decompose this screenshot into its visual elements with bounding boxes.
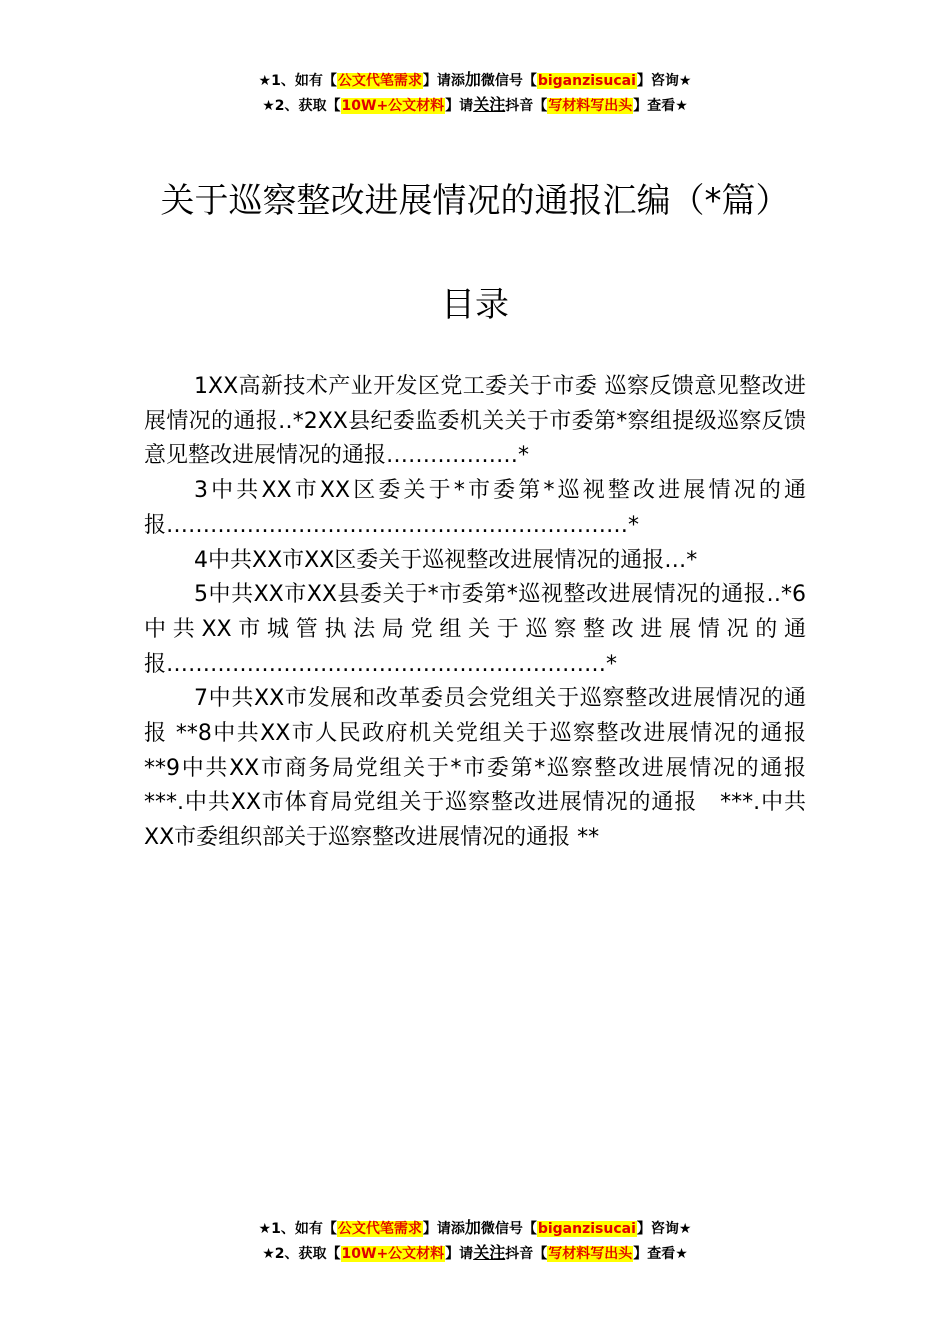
banner-text: 】请 [445,98,474,114]
banner-text: ★1、如有【 [258,1221,337,1237]
document-title: 关于巡察整改进展情况的通报汇编（*篇） [160,181,790,221]
highlight-wechat-id: biganzisucai [537,73,636,89]
banner-emphasis: 关注 [473,1243,506,1262]
banner-text: 】查看★ [633,98,688,114]
banner-text: 】请添 [422,1221,465,1237]
banner-text: ★1、如有【 [258,73,337,89]
banner-text: 微信号【 [480,1221,537,1237]
banner-text: 抖音【 [505,1246,548,1262]
banner-line-2 [0,1241,950,1266]
banner-line-1 [0,1216,950,1241]
toc-entry: 1XX高新技术产业开发区党工委关于市委 巡察反馈意见整改进展情况的通报‥*2XX县纪委监委机关关于市委第*察组提级巡察反馈意见整改进展情况的通报………………* [144,374,806,469]
banner-line-2 [0,93,950,118]
highlight-wechat-id: biganzisucai [537,1221,636,1237]
highlight-service: 公文代笔需求 [337,73,422,89]
highlight-materials: 10W+公文材料 [341,98,445,114]
toc-entry: 7中共XX市发展和改革委员会党组关于巡察整改进展情况的通报 **8中共XX市人民政府机关党组关于巡察整改进展情况的通报 **9中共XX市商务局党组关于*市委第*巡察整改进展情况的通报 ***.中共XX市体育局党组关于巡察整改进展情况的通报 ***.中共XX市委组织部关于巡察整改进展情况的通报 ** [144,686,829,851]
banner-text: 微信号【 [480,73,537,89]
banner-text: 】查看★ [633,1246,688,1262]
highlight-douyin-account: 写材料写出头 [548,98,633,114]
banner-text: ★2、获取【 [262,98,341,114]
highlight-materials: 10W+公文材料 [341,1246,445,1262]
banner-text: 】请添 [422,73,465,89]
header-banner [0,68,950,118]
toc-heading: 目录 [441,285,509,325]
highlight-douyin-account: 写材料写出头 [548,1246,633,1262]
banner-text: 】请 [445,1246,474,1262]
toc-entry: 4中共XX市XX区委关于巡视整改进展情况的通报…* [194,547,698,573]
banner-line-1 [0,68,950,93]
highlight-service: 公文代笔需求 [337,1221,422,1237]
toc-list [144,370,829,856]
banner-emphasis: 加 [464,1218,481,1237]
banner-text: 】咨询★ [636,73,692,89]
toc-entry: 5中共XX市XX县委关于*市委第*巡视整改进展情况的通报‥*6中共XX市城管执法局党组关于巡察整改进展情况的通报……………………………………………………* [144,582,806,677]
footer-banner [0,1216,950,1266]
toc-entry: 3中共XX市XX区委关于*市委第*巡视整改进展情况的通报………………………………………………………* [144,478,806,538]
banner-emphasis: 关注 [473,95,506,114]
banner-text: ★2、获取【 [262,1246,341,1262]
banner-text: 】咨询★ [636,1221,692,1237]
banner-emphasis: 加 [464,70,481,89]
banner-text: 抖音【 [505,98,548,114]
